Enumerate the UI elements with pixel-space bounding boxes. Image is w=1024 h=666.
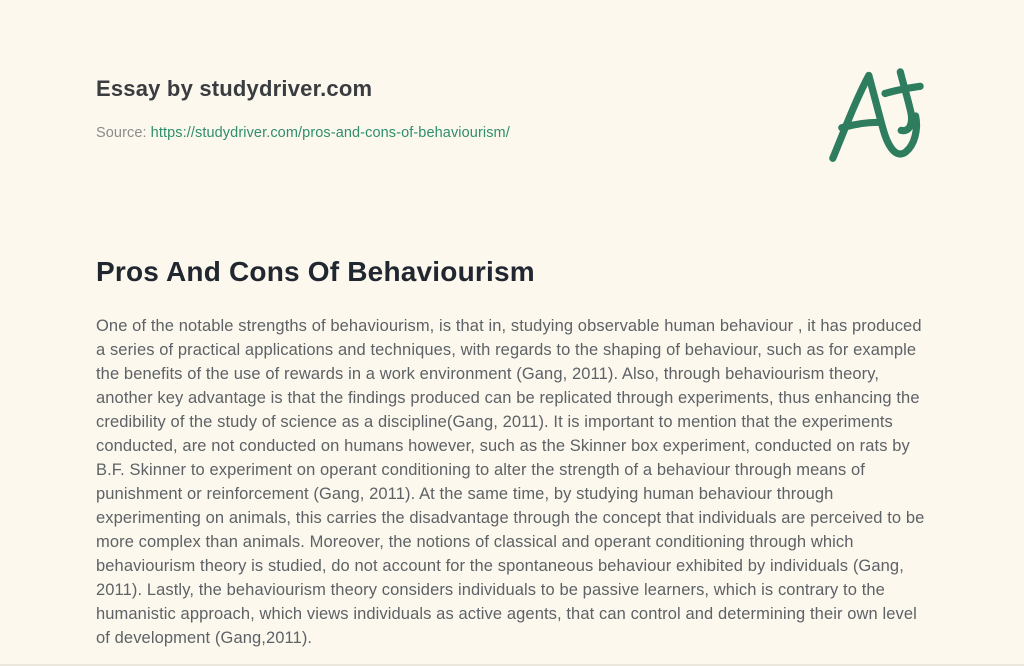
- source-line: [96, 125, 510, 141]
- article-title: Pros And Cons Of Behaviourism: [96, 256, 535, 287]
- a-plus-logo-icon: [822, 66, 930, 166]
- brand-logo: [822, 66, 930, 166]
- source-link[interactable]: https://studydriver.com/pros-and-cons-of-behaviourism/: [150, 125, 510, 141]
- source-label: Source:: [96, 125, 147, 141]
- article-body-paragraph: One of the notable strengths of behaviourism, is that in, studying observable human behaviour , it has produced a series of practical applications and techniques, with regards to the shaping of behaviour, such as for example the benefits of the use of rewards in a work environment (Gang, 2011). Also, through behaviourism theory, another key advantage is that the findings produced can be replicated through experiments, thus enhancing the credibility of the study of science as a discipline(Gang, 2011). It is important to mention that the experiments conducted, are not conducted on humans however, such as the Skinner box experiment, conducted on rats by B.F. Skinner to experiment on operant conditioning to alter the strength of a behaviour through means of punishment or reinforcement (Gang, 2011). At the same time, by studying human behaviour through experimenting on animals, this carries the disadvantage through the concept that individuals are perceived to be more complex than animals. Moreover, the notions of classical and operant conditioning through which behaviourism theory is studied, do not account for the spontaneous behaviour exhibited by individuals (Gang, 2011). Lastly, the behaviourism theory considers individuals to be passive learners, which is contrary to the humanistic approach, which views individuals as active agents, that can control and determining their own level of development (Gang,2011).: [96, 317, 925, 647]
- essay-header-title: Essay by studydriver.com: [96, 76, 373, 101]
